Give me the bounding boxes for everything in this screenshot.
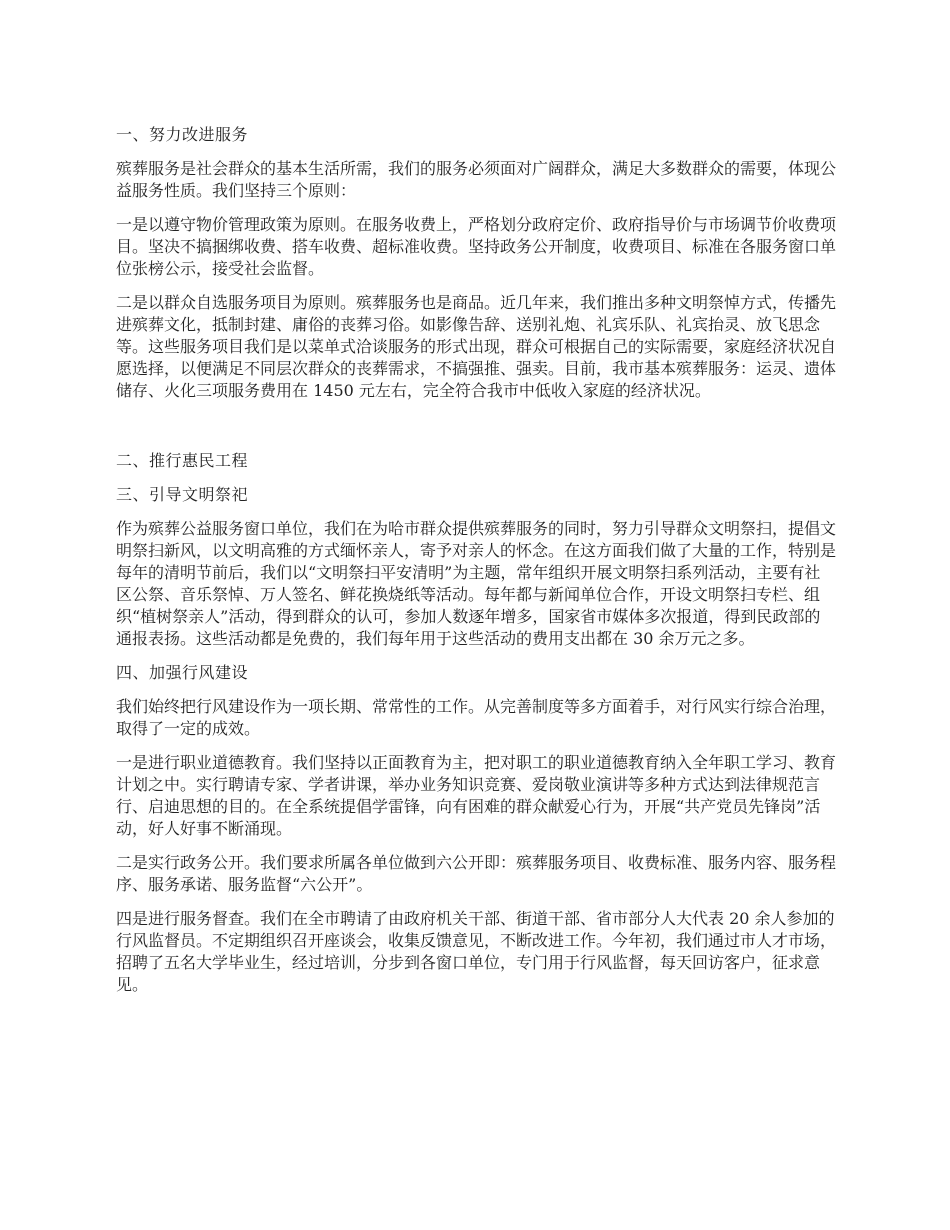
section-heading-3: 三、引导文明祭祀 — [116, 485, 249, 504]
section-heading-2: 二、推行惠民工程 — [116, 451, 249, 470]
paragraph-5: 我们始终把行风建设作为一项长期、常常性的工作。从完善制度等多方面着手，对行风实行综合治理，取得了一定的成效。 — [116, 697, 837, 738]
section-gap — [116, 414, 836, 450]
paragraph-8: 四是进行服务督查。我们在全市聘请了由政府机关干部、街道干部、省市部分人大代表 20 余人参加的行风监督员。不定期组织召开座谈会，收集反馈意见，不断改进工作。今年初，我们通过市人才市场，招聘了五名大学毕业生，经过培训，分步到各窗口单位，专门用于行风监督，每天回访客户，征求意见。 — [116, 909, 837, 994]
section-heading-1: 一、努力改进服务 — [116, 125, 249, 144]
paragraph-2: 一是以遵守物价管理政策为原则。在服务收费上，严格划分政府定价、政府指导价与市场调节价收费项目。坚决不搞捆绑收费、搭车收费、超标准收费。坚持政务公开制度，收费项目、标准在各服务窗口单位张榜公示，接受社会监督。 — [116, 215, 837, 278]
paragraph-4: 作为殡葬公益服务窗口单位，我们在为哈市群众提供殡葬服务的同时，努力引导群众文明祭扫，提倡文明祭扫新风，以文明高雅的方式缅怀亲人，寄予对亲人的怀念。在这方面我们做了大量的工作，特别是每年的清明节前后，我们以“文明祭扫平安清明”为主题，常年组织开展文明祭扫系列活动，主要有社区公祭、音乐祭悼、万人签名、鲜花换烧纸等活动。每年都与新闻单位合作，开设文明祭扫专栏、组织“植树祭亲人”活动，得到群众的认可，参加人数逐年增多，国家省市媒体多次报道，得到民政部的通报表扬。这些活动都是免费的，我们每年用于这些活动的费用支出都在 30 余万元之多。 — [116, 519, 837, 648]
section-heading-4: 四、加强行风建设 — [116, 663, 249, 682]
paragraph-1: 殡葬服务是社会群众的基本生活所需，我们的服务必须面对广阔群众，满足大多数群众的需要，体现公益服务性质。我们坚持三个原则： — [116, 159, 837, 200]
paragraph-6: 一是进行职业道德教育。我们坚持以正面教育为主，把对职工的职业道德教育纳入全年职工学习、教育计划之中。实行聘请专家、学者讲课，举办业务知识竞赛、爱岗敬业演讲等多种方式达到法律规范言行、启迪思想的目的。在全系统提倡学雷锋，向有困难的群众献爱心行为，开展“共产党员先锋岗”活动，好人好事不断涌现。 — [116, 753, 837, 838]
document-body — [116, 124, 836, 1008]
paragraph-7: 二是实行政务公开。我们要求所属各单位做到六公开即：殡葬服务项目、收费标准、服务内容、服务程序、服务承诺、服务监督“六公开”。 — [116, 853, 837, 894]
paragraph-3: 二是以群众自选服务项目为原则。殡葬服务也是商品。近几年来，我们推出多种文明祭悼方式，传播先进殡葬文化，抵制封建、庸俗的丧葬习俗。如影像告辞、送别礼炮、礼宾乐队、礼宾抬灵、放飞思念等。这些服务项目我们是以菜单式洽谈服务的形式出现，群众可根据自己的实际需要，家庭经济状况自愿选择，以便满足不同层次群众的丧葬需求，不搞强推、强卖。目前，我市基本殡葬服务：运灵、遗体储存、火化三项服务费用在 1450 元左右，完全符合我市中低收入家庭的经济状况。 — [116, 293, 837, 400]
